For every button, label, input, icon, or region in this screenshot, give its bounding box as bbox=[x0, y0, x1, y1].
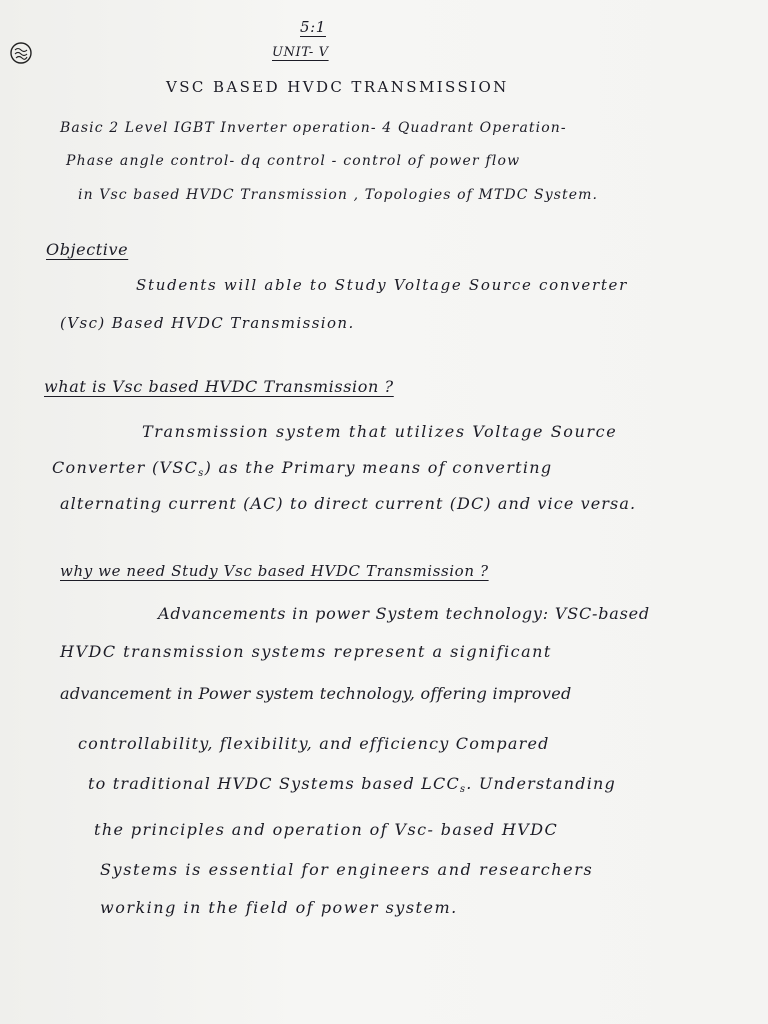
why-study-line-4: controllability, flexibility, and efficiency Compared bbox=[78, 734, 550, 753]
what-is-line-3: alternating current (AC) to direct current (DC) and vice versa. bbox=[60, 494, 637, 513]
what-is-line-2-a: Converter (VSC bbox=[52, 458, 199, 477]
objective-line-2: (Vsc) Based HVDC Transmission. bbox=[60, 314, 355, 332]
why-study-line-8: working in the field of power system. bbox=[100, 898, 458, 917]
why-study-line-6: the principles and operation of Vsc- based HVDC bbox=[94, 820, 559, 839]
why-study-line-7: Systems is essential for engineers and researchers bbox=[100, 860, 594, 879]
page-number: 5:1 bbox=[300, 18, 326, 36]
why-study-heading: why we need Study Vsc based HVDC Transmission ? bbox=[60, 562, 489, 580]
why-study-line-5-b: . Understanding bbox=[466, 774, 616, 793]
what-is-line-1: Transmission system that utilizes Voltage Source bbox=[142, 422, 618, 441]
what-is-heading: what is Vsc based HVDC Transmission ? bbox=[44, 377, 394, 396]
syllabus-line-1: Basic 2 Level IGBT Inverter operation- 4 Quadrant Operation- bbox=[60, 120, 567, 136]
objective-heading: Objective bbox=[46, 240, 129, 259]
objective-line-1: Students will able to Study Voltage Source converter bbox=[136, 276, 628, 294]
why-study-line-5-sub: s bbox=[459, 784, 467, 795]
why-study-line-3: advancement in Power system technology, offering improved bbox=[60, 684, 572, 703]
why-study-line-5 bbox=[88, 774, 616, 795]
scribble-stamp-icon bbox=[8, 40, 34, 66]
page-title: VSC BASED HVDC TRANSMISSION bbox=[166, 78, 509, 96]
what-is-line-2-sub: s bbox=[198, 468, 205, 479]
why-study-line-1: Advancements in power System technology: VSC-based bbox=[158, 604, 650, 623]
unit-label: UNIT- V bbox=[272, 45, 329, 60]
syllabus-line-3: in Vsc based HVDC Transmission , Topologies of MTDC System. bbox=[78, 187, 599, 203]
why-study-line-2: HVDC transmission systems represent a significant bbox=[60, 642, 552, 661]
what-is-line-2 bbox=[52, 458, 552, 479]
what-is-line-2-b: ) as the Primary means of converting bbox=[204, 458, 553, 477]
why-study-line-5-a: to traditional HVDC Systems based LCC bbox=[88, 774, 460, 793]
syllabus-line-2: Phase angle control- dq control - control of power flow bbox=[66, 153, 521, 169]
